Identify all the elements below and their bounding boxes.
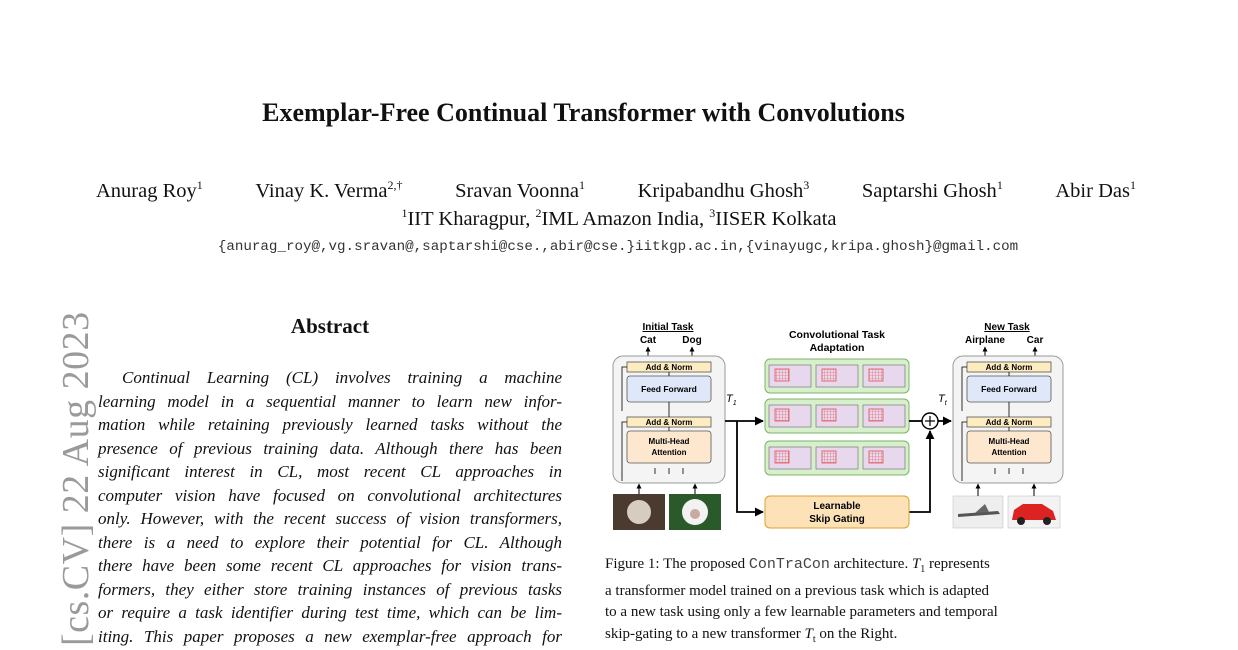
author: Vinay K. Verma$^{2,\dagger}$ — [255, 178, 402, 203]
svg-text:Multi-Head: Multi-Head — [649, 437, 690, 446]
abstract-body — [98, 366, 562, 648]
svg-text:Add & Norm: Add & Norm — [986, 418, 1033, 427]
caption-line: to a new task using only a few learnable parameters and temporal — [605, 602, 1075, 624]
author-emails: {anurag_roy@,vg.sravan@,saptarshi@cse.,abir@cse.}iitkgp.ac.in,{vinayugc,kripa.ghosh}@gmail.com — [0, 239, 1236, 255]
affiliations: $^1$IIT Kharagpur, $^2$IML Amazon India, $^3$IISER Kolkata — [0, 206, 1238, 231]
svg-text:Add & Norm: Add & Norm — [646, 363, 693, 372]
svg-text:Feed Forward: Feed Forward — [641, 384, 697, 394]
svg-text:Attention: Attention — [991, 448, 1026, 457]
svg-text:Add & Norm: Add & Norm — [646, 418, 693, 427]
svg-text:Learnable: Learnable — [813, 501, 861, 512]
caption-line: Figure 1: The proposed ConTraCon architecture. $T_1$ represents — [605, 554, 1075, 581]
author: Anurag Roy$^1$ — [96, 178, 203, 203]
conv-block-row — [765, 359, 909, 393]
svg-text:Adaptation: Adaptation — [810, 342, 865, 354]
abstract-line: presence of previous training data. Although there has been — [98, 437, 562, 461]
output-label-dog: Dog — [682, 335, 701, 346]
abstract-line: there is a need to explore their potential for CL. Although — [98, 531, 562, 555]
new-task-label: New Task — [984, 322, 1030, 333]
abstract-line: formers, they either store training instances of previous tasks — [98, 578, 562, 602]
abstract-line: learning model in a sequential manner to learn new infor- — [98, 390, 562, 414]
caption-line: skip-gating to a new transformer $T_t$ on the Right. — [605, 624, 1075, 650]
figure-caption — [605, 554, 1075, 650]
arxiv-stamp-text: [cs.CV] 22 Aug 2023 — [54, 311, 98, 646]
output-label-car: Car — [1027, 335, 1044, 346]
arxiv-stamp — [24, 300, 84, 646]
abstract-line: mation while retaining previously learned tasks without the — [98, 413, 562, 437]
author: Kripabandhu Ghosh$^3$ — [638, 178, 810, 203]
abstract-line: computer vision have focused on convolutional architectures — [98, 484, 562, 508]
architecture-figure — [605, 318, 1075, 536]
paper-title: Exemplar-Free Continual Transformer with Convolutions — [0, 98, 1167, 128]
svg-text:Attention: Attention — [651, 448, 686, 457]
tt-label: $T_t$ — [938, 393, 948, 407]
multi-head-attention-box — [967, 431, 1051, 463]
abstract-line: iting. This paper proposes a new exemplar-free approach for — [98, 625, 562, 649]
output-label-cat: Cat — [640, 335, 657, 346]
svg-text:Multi-Head: Multi-Head — [989, 437, 1030, 446]
caption-line: a transformer model trained on a previous task which is adapted — [605, 581, 1075, 603]
abstract-line: significant interest in CL, most recent CL approaches in — [98, 460, 562, 484]
abstract-heading: Abstract — [98, 314, 562, 339]
abstract-line: Continual Learning (CL) involves training a machine — [98, 366, 562, 390]
author-list — [96, 178, 1136, 203]
author: Saptarshi Ghosh$^1$ — [862, 178, 1003, 203]
abstract-line: or require a task identifier during test time, which can be lim- — [98, 601, 562, 625]
author: Abir Das$^1$ — [1055, 178, 1136, 203]
multi-head-attention-box — [627, 431, 711, 463]
conv-block-row — [765, 441, 909, 475]
abstract-line: there have been some recent CL approaches for vision trans- — [98, 554, 562, 578]
initial-task-label: Initial Task — [643, 322, 694, 333]
conv-adaptation-label: Convolutional Task — [789, 329, 885, 341]
svg-text:Skip Gating: Skip Gating — [809, 514, 865, 525]
t1-label: $T_1$ — [726, 393, 737, 407]
conv-block-row — [765, 399, 909, 433]
abstract-line: only. However, with the recent success of vision transformers, — [98, 507, 562, 531]
author: Sravan Voonna$^1$ — [455, 178, 585, 203]
output-label-airplane: Airplane — [965, 335, 1005, 346]
svg-text:Feed Forward: Feed Forward — [981, 384, 1037, 394]
svg-text:Add & Norm: Add & Norm — [986, 363, 1033, 372]
